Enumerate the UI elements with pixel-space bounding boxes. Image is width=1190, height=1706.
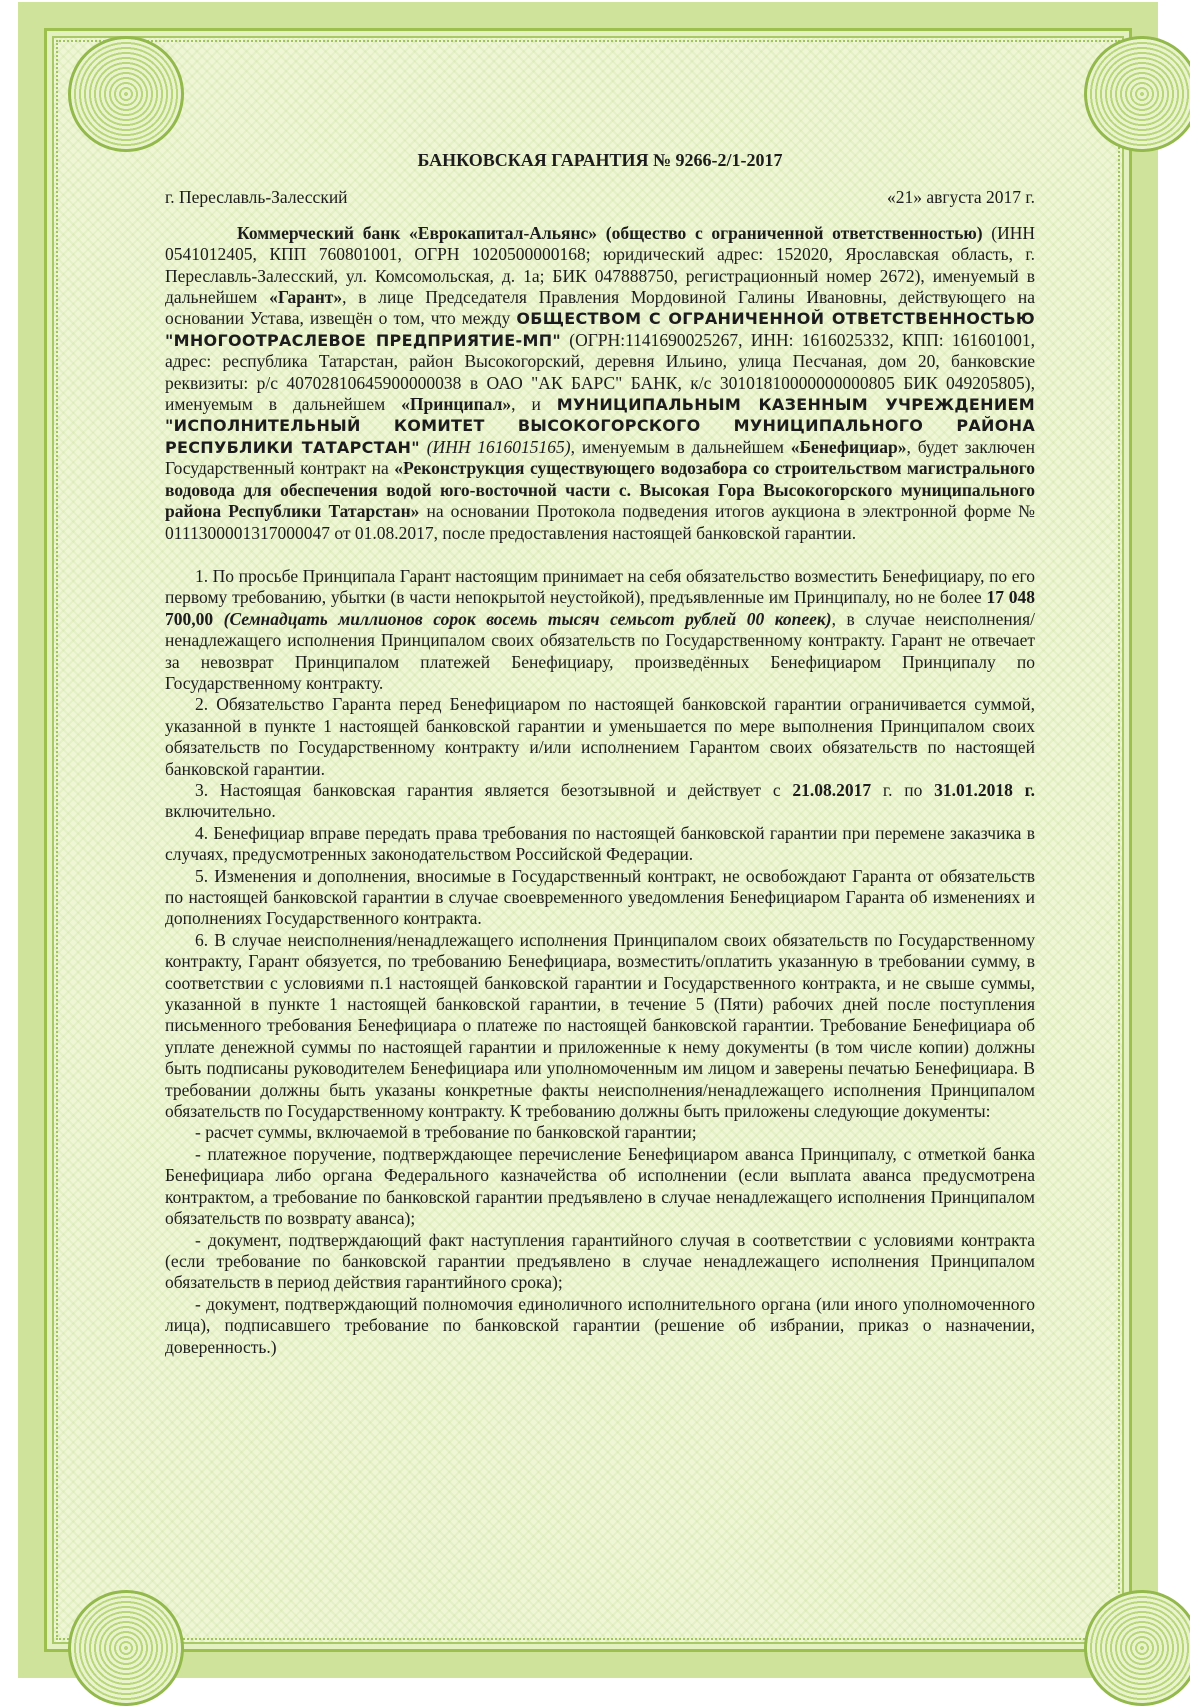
intro-text: , именуемым в дальнейшем [570,436,791,457]
required-document-item: - документ, подтверждающий факт наступления гарантийного случая в соответствии с условиями контракта (если требование по банковской гарантии предъявлено в случае ненадлежащего исполнения Принципалом обязательств в период действия гарантийного срока); [165,1229,1035,1293]
intro-text: (ОГРН:1141690025267, ИНН: 1616025332, КПП: 161601001, адрес: республика Татарстан, район Высокогорский, деревня Ильино, улица Песчаная, дом 20, банковские реквизиты: р/с 40702810645900000038 в ОАО "АК БАРС" БАНК, к/с 30101810000000000805 БИК 049205805), именуемым в дальнейшем [165,329,1035,415]
intro-text: (ИНН 0541012405, КПП 760801001, ОГРН 1020500000168; юридический адрес: 152020, Ярославская область, г. Переславль-Залесский, ул. Комсомольская, д. 1а; БИК 047888750, регистрационный номер 2672), именуемый в дальнейшем [165,222,1035,308]
intro-paragraph [165,223,1035,544]
guarantee-amount-words: (Семнадцать миллионов сорок восемь тысяч семьсот рублей 00 копеек) [213,608,832,629]
place-date-line [165,187,1035,208]
document-title: БАНКОВСКАЯ ГАРАНТИЯ № 9266-2/1-2017 [417,150,783,170]
intro-text: на основании Протокола подведения итогов аукциона в электронной форме № 0111300001317000047 от 01.08.2017, после предоставления настоящей банковской гарантии. [165,501,1036,543]
clause-text: 1. По просьбе Принципала Гарант настоящим принимает на себя обязательство возместить Бенефициару, по его первому требованию, убытки (в части непокрытой неустойкой), предъявленные им Принципалу, но не более [165,565,1035,608]
intro-text: , и [511,394,557,415]
term-garant: «Гарант» [269,287,343,308]
bank-name: Коммерческий банк «Еврокапитал-Альянс» (общество с ограниченной ответственностью) [237,222,983,243]
beneficiary-inn: (ИНН 1616015165) [419,436,571,457]
term-principal: «Принципал» [401,394,512,415]
guarantee-amount: 17 048 700,00 [165,587,1035,629]
rosette-ornament [1084,36,1190,152]
clause-text: 3. Настоящая банковская гарантия является безотзывной и действует с [195,779,793,800]
clause-3 [165,780,1035,823]
clause-text: г. по [871,779,935,800]
contract-subject: «Реконструкция существующего водозабора со строительством магистрального водовода для обеспечения водой юго-восточной части с. Высокая Гора Высокогорского муниципального района Республики Татарстан» [165,458,1035,522]
required-document-item: - платежное поручение, подтверждающее перечисление Бенефициаром аванса Принципалу, с отметкой банка Бенефициара либо органа Федерального казначейства об исполнении (если выплата аванса предусмотрена контрактом, а требование по банковской гарантии предъявлено в случае ненадлежащего исполнения Принципалом обязательств по возврату аванса); [165,1143,1035,1229]
date: «21» августа 2017 г. [886,187,1035,208]
spacer [165,544,1035,566]
clause-4: 4. Бенефициар вправе передать права требования по настоящей банковской гарантии при перемене заказчика в случаях, предусмотренных законодательством Российской Федерации. [165,822,1035,865]
rosette-ornament [68,1590,184,1706]
required-document-item: - расчет суммы, включаемой в требование по банковской гарантии; [195,1122,697,1143]
validity-end: 31.01.2018 г. [934,779,1036,800]
intro-text: , будет заключен Государственный контракт на [165,436,1035,479]
place: г. Переславль-Залесский [165,187,348,208]
clause-5: 5. Изменения и дополнения, вносимые в Государственный контракт, не освобождают Гаранта от обязательств по настоящей банковской гарантии в случае своевременного уведомления Бенефициаром Гаранта об изменениях и дополнениях Государственного контракта. [165,865,1035,929]
beneficiary-name: МУНИЦИПАЛЬНЫМ КАЗЕННЫМ УЧРЕЖДЕНИЕМ "ИСПОЛНИТЕЛЬНЫЙ КОМИТЕТ ВЫСОКОГОРСКОГО МУНИЦИПАЛЬНОГО РАЙОНА РЕСПУБЛИКИ ТАТАРСТАН" [165,395,1035,457]
rosette-ornament [1084,1590,1190,1706]
document-body [165,150,1035,1358]
intro-text: , в лице Председателя Правления Мордовиной Галины Ивановны, действующего на основании Устава, извещён о том, что между [165,287,1036,329]
clause-6: 6. В случае неисполнения/ненадлежащего исполнения Принципалом своих обязательств по Государственному контракту, Гарант обязуется, по требованию Бенефициара, возместить/оплатить указанную в требовании сумму, в соответствии с условиями п.1 настоящей банковской гарантии и Государственного контракта, и не свыше суммы, указанной в пункте 1 настоящей банковской гарантии, в течение 5 (Пяти) рабочих дней после поступления письменного требования Бенефициара о платеже по настоящей банковской гарантии. Требование Бенефициара об уплате денежной суммы по настоящей гарантии и приложенные к нему документы (в том числе копии) должны быть подписаны руководителем Бенефициара или уполномоченным им лицом и заверены печатью Бенефициара. В требовании должны быть указаны конкретные факты неисполнения/ненадлежащего исполнения Принципалом обязательств по Государственному контракту. К требованию должны быть приложены следующие документы: [165,929,1035,1122]
clause-text: , в случае неисполнения/ненадлежащего исполнения Принципалом своих обязательств по Государственному контракту. Гарант не отвечает за невозврат Принципалом платежей Бенефициару, произведённых Бенефициаром Принципалу по Государственному контракту. [165,608,1035,693]
required-document-item: - документ, подтверждающий полномочия единоличного исполнительного органа (или иного уполномоченного лица), подписавшего требование по банковской гарантии (решение об избрании, приказ о назначении, доверенность.) [165,1293,1035,1357]
clause-text: включительно. [165,801,276,822]
clause-2: 2. Обязательство Гаранта перед Бенефициаром по настоящей банковской гарантии ограничивается суммой, указанной в пункте 1 настоящей банковской гарантии и уменьшается по мере выполнения Принципалом своих обязательств по Государственному контракту и/или исполнением Гарантом своих обязательств по настоящей банковской гарантии. [165,694,1035,779]
clause-1 [165,566,1035,694]
validity-start: 21.08.2017 [792,779,872,800]
rosette-ornament [68,36,184,152]
term-beneficiary: «Бенефициар» [790,436,907,457]
principal-name: ОБЩЕСТВОМ С ОГРАНИЧЕННОЙ ОТВЕТСТВЕННОСТЬЮ "МНОГООТРАСЛЕВОЕ ПРЕДПРИЯТИЕ-МП" [165,309,1035,350]
